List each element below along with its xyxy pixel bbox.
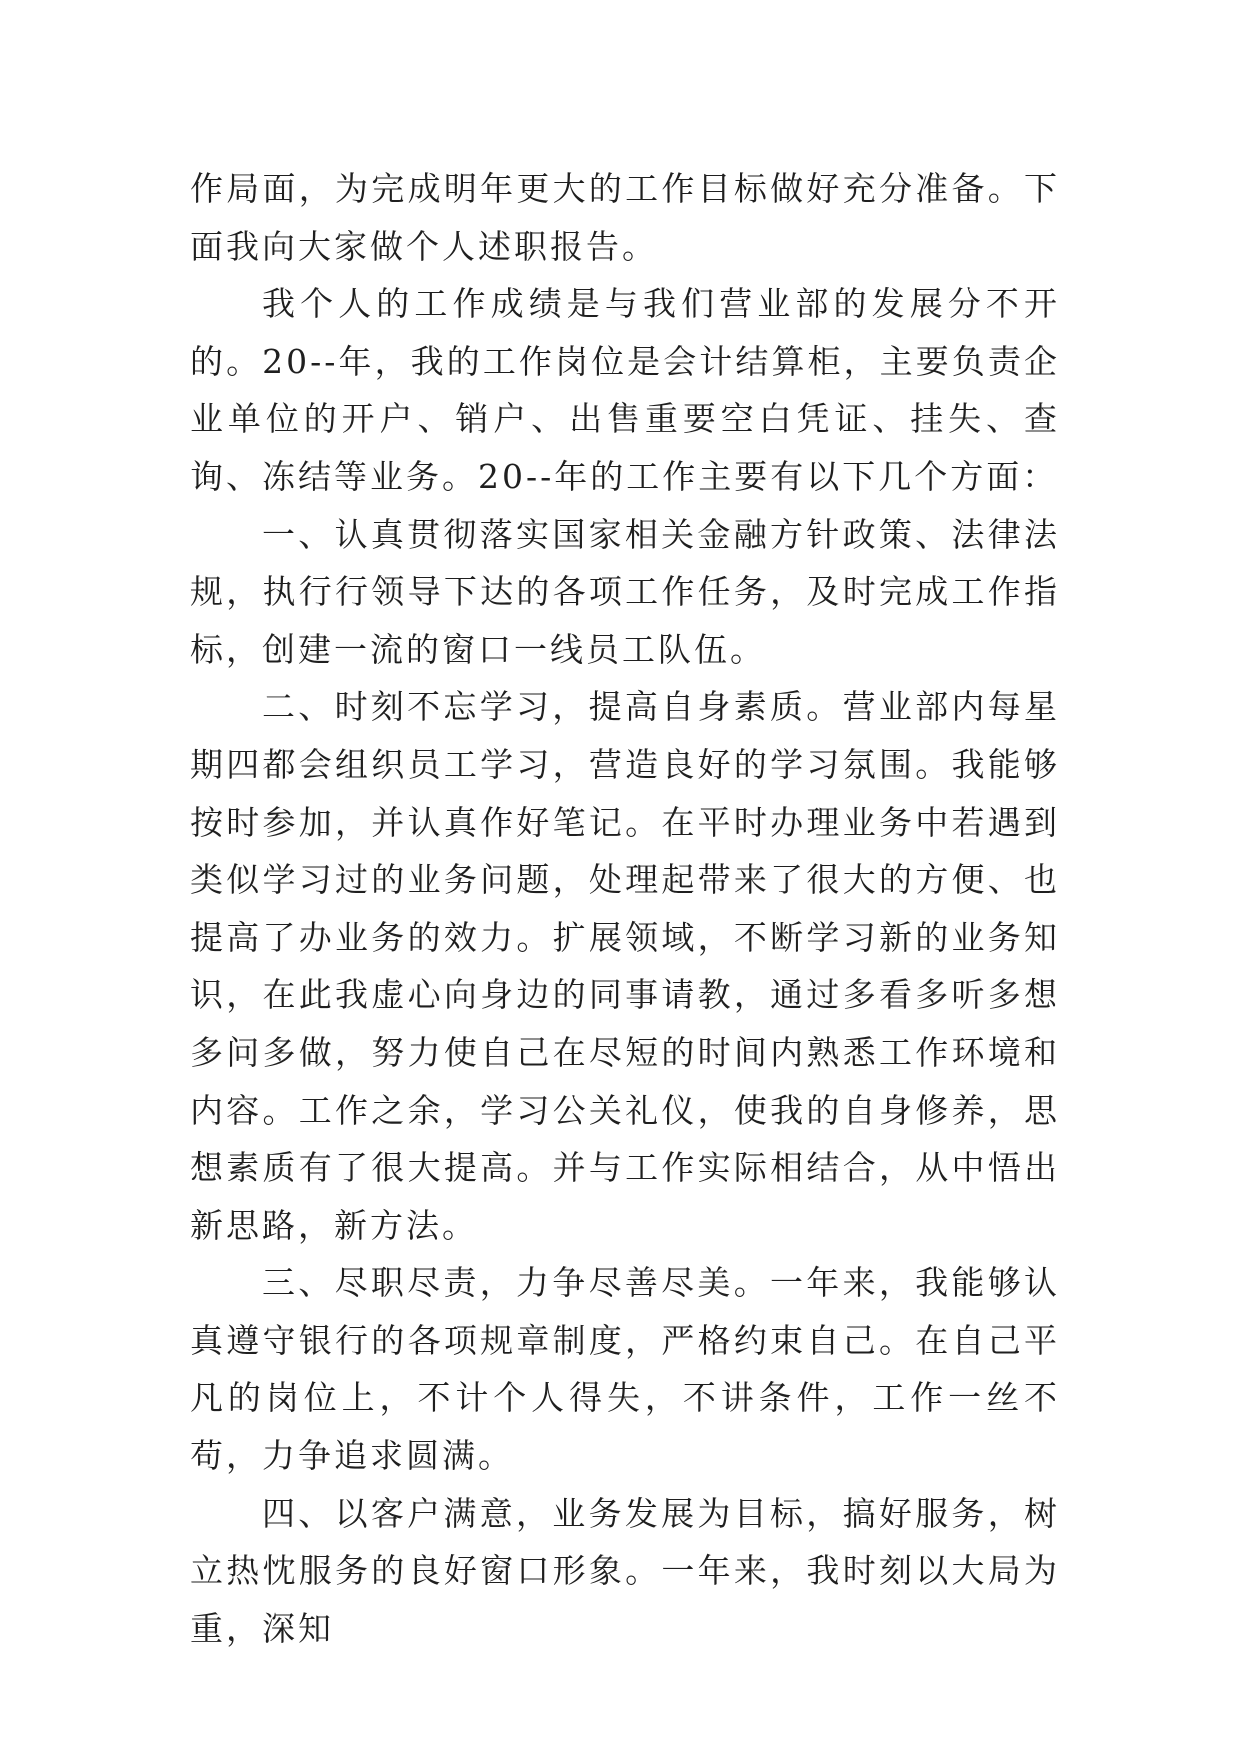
paragraph-point-one: 一、认真贯彻落实国家相关金融方针政策、法律法规，执行行领导下达的各项工作任务，及时完成工作指标，创建一流的窗口一线员工队伍。 [190, 514, 1060, 669]
paragraph-intro: 我个人的工作成绩是与我们营业部的发展分不开的。20--年，我的工作岗位是会计结算柜，主要负责企业单位的开户、销户、出售重要空白凭证、挂失、查询、冻结等业务。20--年的工作主要有以下几个方面： [190, 284, 1060, 496]
paragraph-point-two: 二、时刻不忘学习，提高自身素质。营业部内每星期四都会组织员工学习，营造良好的学习氛围。我能够按时参加，并认真作好笔记。在平时办理业务中若遇到类似学习过的业务问题，处理起带来了很大的方便、也提高了办业务的效力。扩展领域，不断学习新的业务知识，在此我虚心向身边的同事请教，通过多看多听多想多问多做，努力使自己在尽短的时间内熟悉工作环境和内容。工作之余，学习公关礼仪，使我的自身修养，思想素质有了很大提高。并与工作实际相结合，从中悟出新思路，新方法。 [190, 687, 1060, 1245]
paragraph-point-three: 三、尽职尽责，力争尽善尽美。一年来，我能够认真遵守银行的各项规章制度，严格约束自己。在自己平凡的岗位上，不计个人得失，不讲条件，工作一丝不苟，力争追求圆满。 [190, 1263, 1060, 1476]
paragraph-point-four: 四、以客户满意，业务发展为目标，搞好服务，树立热忱服务的良好窗口形象。一年来，我时刻以大局为重，深知 [190, 1493, 1060, 1648]
paragraph-continuation: 作局面，为完成明年更大的工作目标做好充分准备。下面我向大家做个人述职报告。 [190, 169, 1060, 266]
document-body [190, 160, 1060, 1657]
